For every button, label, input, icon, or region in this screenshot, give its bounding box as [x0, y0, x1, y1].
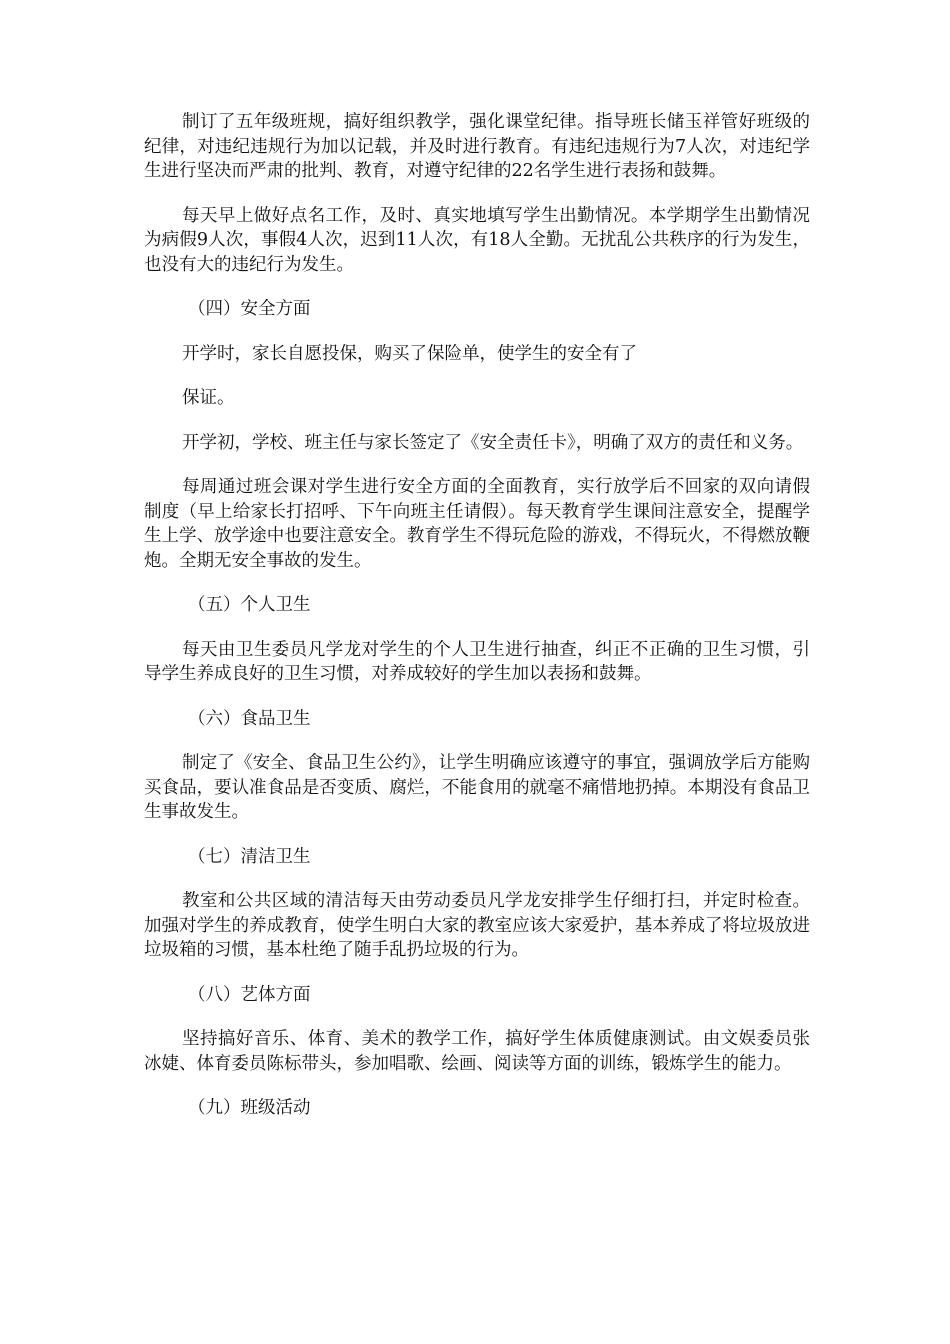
paragraph-personal-hygiene: 每天由卫生委员凡学龙对学生的个人卫生进行抽查，纠正不正确的卫生习惯，引导学生养成良好的卫生习惯，对养成较好的学生加以表扬和鼓舞。: [144, 639, 810, 684]
document-page: [144, 110, 810, 1141]
paragraph-arts-sports: 坚持搞好音乐、体育、美术的教学工作，搞好学生体质健康测试。由文娱委员张冰婕、体育委员陈标带头，参加唱歌、绘画、阅读等方面的训练，锻炼学生的能力。: [144, 1029, 810, 1074]
paragraph-attendance: 每天早上做好点名工作，及时、真实地填写学生出勤情况。本学期学生出勤情况为病假9人次，事假4人次，迟到11人次，有18人全勤。无扰乱公共秩序的行为发生，也没有大的违纪行为发生。: [144, 205, 810, 275]
section-heading-cleaning: （七）清洁卫生: [188, 846, 311, 867]
paragraph-discipline: 制订了五年级班规，搞好组织教学，强化课堂纪律。指导班长储玉祥管好班级的纪律，对违纪违规行为加以记载，并及时进行教育。有违纪违规行为7人次，对违纪学生进行坚决而严肃的批判、教育，对遵守纪律的22名学生进行表扬和鼓舞。: [144, 112, 810, 181]
section-heading-personal-hygiene: （五）个人卫生: [188, 595, 311, 615]
section-heading-class-activities: （九）班级活动: [188, 1098, 311, 1118]
paragraph-food-hygiene: 制定了《安全、食品卫生公约》，让学生明确应该遵守的事宜，强调放学后方能购买食品，要认准食品是否变质、腐烂，不能食用的就毫不痛惜地扔掉。本期没有食品卫生事故发生。: [144, 753, 810, 822]
paragraph-insurance: 开学时，家长自愿投保，购买了保险单，使学生的安全有了: [182, 343, 637, 364]
paragraph-safety-card: 开学初，学校、班主任与家长签定了《安全责任卡》，明确了双方的责任和义务。: [182, 432, 804, 453]
section-heading-safety: （四）安全方面: [188, 299, 311, 319]
section-heading-food-hygiene: （六）食品卫生: [188, 708, 311, 729]
section-heading-arts-sports: （八）艺体方面: [188, 984, 311, 1005]
paragraph-cleaning: 教室和公共区域的清洁每天由劳动委员凡学龙安排学生仔细打扫，并定时检查。加强对学生的养成教育，使学生明白大家的教室应该大家爱护，基本养成了将垃圾放进垃圾箱的习惯，基本杜绝了随手乱扔垃圾的行为。: [144, 891, 810, 960]
paragraph-insurance-continued: 保证。: [182, 388, 235, 408]
paragraph-safety-education: 每周通过班会课对学生进行安全方面的全面教育，实行放学后不回家的双向请假制度（早上给家长打招呼、下午向班主任请假）。每天教育学生课间注意安全，提醒学生上学、放学途中也要注意安全。教育学生不得玩危险的游戏，不得玩火，不得燃放鞭炮。全期无安全事故的发生。: [144, 477, 810, 571]
